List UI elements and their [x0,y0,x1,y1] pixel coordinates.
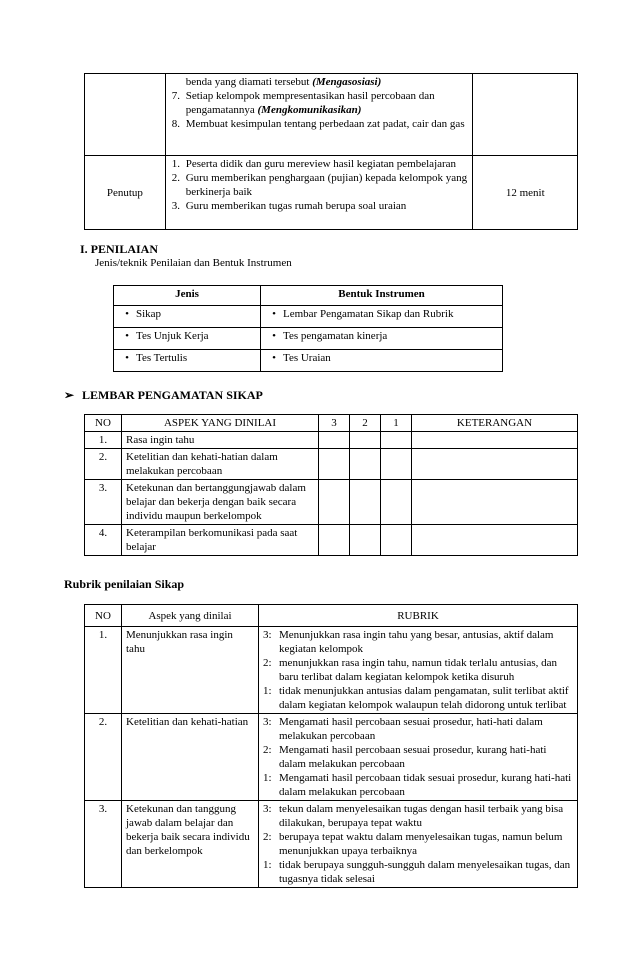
rubrik-cell [259,627,578,714]
score-cell[interactable] [381,480,412,525]
score-cell[interactable] [319,525,350,556]
penutup-time: 12 menit [473,156,578,230]
rubrik-item: 3: Mengamati hasil percobaan sesuai prosedur, hati-hati dalam melakukan percobaan [263,716,543,742]
score-cell[interactable] [381,525,412,556]
jenis-cell: • Tes Unjuk Kerja [114,328,261,350]
score-cell[interactable] [319,449,350,480]
row-no: 4. [85,525,122,556]
instrumen-table [113,285,503,372]
jenis-cell: • Sikap [114,306,261,328]
lembar-col-ket: KETERANGAN [412,415,578,432]
table-row [85,525,578,556]
row-aspek: Ketelitian dan kehati-hatian dalam melakukan percobaan [122,449,319,480]
rubrik-item: 2: menunjukkan rasa ingin tahu, namun tidak terlalu antusias, dan baru terlibat dalam kegiatan kelompok ketika disuruh [263,657,557,683]
score-cell[interactable] [319,432,350,449]
table-row [85,432,578,449]
lembar-heading: ➢ LEMBAR PENGAMATAN SIKAP [64,388,263,402]
jenis-cell: • Tes Tertulis [114,350,261,372]
row-aspek: Rasa ingin tahu [122,432,319,449]
score-cell[interactable] [350,480,381,525]
rubrik-item: 2: Mengamati hasil percobaan sesuai prosedur, kurang hati-hati dalam melakukan percobaan [263,744,547,770]
penutup-steps-cell [165,156,473,230]
row-aspek: Ketekunan dan bertanggungjawab dalam belajar dan bekerja dengan baik secara individu maupun berkelompok [122,480,319,525]
penutup-label: Penutup [85,156,166,230]
kegiatan-empty-cell [85,74,166,156]
ket-cell[interactable] [412,432,578,449]
score-cell[interactable] [350,432,381,449]
row-no: 3. [85,801,122,888]
lembar-col-1: 1 [381,415,412,432]
step-line: 2. Guru memberikan penghargaan (pujian) kepada kelompok yang berkinerja baik [171,172,468,198]
rubrik-item: 1: tidak menunjukkan antusias dalam pengamatan, sulit terlibat aktif dalam kegiatan kelompok walaupun telah didorong untuk terlibat [263,685,569,711]
rubrik-cell [259,714,578,801]
step-line: 8. Membuat kesimpulan tentang perbedaan zat padat, cair dan gas [171,118,465,130]
table-row [85,480,578,525]
rubrik-item: 3: Menunjukkan rasa ingin tahu yang besar, antusias, aktif dalam kegiatan kelompok [263,629,554,655]
table-row [85,449,578,480]
bullet-icon: • [272,308,276,320]
ket-cell[interactable] [412,449,578,480]
bentuk-cell: • Tes Uraian [261,350,503,372]
score-cell[interactable] [350,449,381,480]
ket-cell[interactable] [412,480,578,525]
lembar-col-3: 3 [319,415,350,432]
col-jenis: Jenis [114,286,261,306]
row-aspek: Ketekunan dan tanggung jawab dalam belajar dan bekerja baik secara individu dan berkelompok [122,801,259,888]
bullet-icon: • [125,330,129,342]
rubrik-item: 3: tekun dalam menyelesaikan tugas dengan hasil terbaik yang bisa dilakukan, berupaya tepat waktu [263,803,564,829]
bullet-icon: • [272,352,276,364]
step-line: 3. Guru memberikan tugas rumah berupa soal uraian [171,200,407,212]
rubrik-heading: Rubrik penilaian Sikap [64,577,185,591]
kegiatan-table [84,73,578,230]
rubrik-col-rubrik: RUBRIK [259,605,578,627]
row-no: 1. [85,627,122,714]
row-aspek: Ketelitian dan kehati-hatian [122,714,259,801]
row-no: 1. [85,432,122,449]
rubrik-item: 1: tidak berupaya sungguh-sungguh dalam menyelesaikan tugas, dan tugasnya tidak selesai [263,859,571,885]
arrow-bullet-icon: ➢ [64,388,75,402]
row-no: 2. [85,449,122,480]
rubrik-item: 2: berupaya tepat waktu dalam menyelesaikan tugas, namun belum menunjukkan upaya terbaiknya [263,831,563,857]
bullet-icon: • [125,308,129,320]
table-row [85,627,578,714]
table-row [85,801,578,888]
step-line: 7. Setiap kelompok mempresentasikan hasil percobaan dan pengamatannya (Mengkomunikasikan) [171,90,435,116]
table-row [85,714,578,801]
lembar-col-aspek: ASPEK YANG DINILAI [122,415,319,432]
lembar-col-2: 2 [350,415,381,432]
bentuk-cell: • Tes pengamatan kinerja [261,328,503,350]
kegiatan-time-empty [473,74,578,156]
score-cell[interactable] [381,432,412,449]
row-aspek: Menunjukkan rasa ingin tahu [122,627,259,714]
penilaian-heading: I. PENILAIAN [80,242,159,256]
lembar-col-no: NO [85,415,122,432]
row-no: 2. [85,714,122,801]
score-cell[interactable] [381,449,412,480]
rubrik-cell [259,801,578,888]
score-cell[interactable] [319,480,350,525]
kegiatan-steps-cell [165,74,473,156]
rubrik-table [84,604,578,888]
rubrik-col-no: NO [85,605,122,627]
step-line: benda yang diamati tersebut (Mengasosiasi) [185,76,382,88]
step-line: 1. Peserta didik dan guru mereview hasil kegiatan pembelajaran [171,158,457,170]
bullet-icon: • [272,330,276,342]
rubrik-item: 1: Mengamati hasil percobaan tidak sesuai prosedur, kurang hati-hati dalam melakukan percobaan [263,772,572,798]
penilaian-subheading: Jenis/teknik Penilaian dan Bentuk Instrumen [95,257,292,269]
lembar-table [84,414,578,556]
rubrik-col-aspek: Aspek yang dinilai [122,605,259,627]
col-bentuk: Bentuk Instrumen [261,286,503,306]
row-aspek: Keterampilan berkomunikasi pada saat belajar [122,525,319,556]
bentuk-cell: • Lembar Pengamatan Sikap dan Rubrik [261,306,503,328]
row-no: 3. [85,480,122,525]
score-cell[interactable] [350,525,381,556]
bullet-icon: • [125,352,129,364]
ket-cell[interactable] [412,525,578,556]
